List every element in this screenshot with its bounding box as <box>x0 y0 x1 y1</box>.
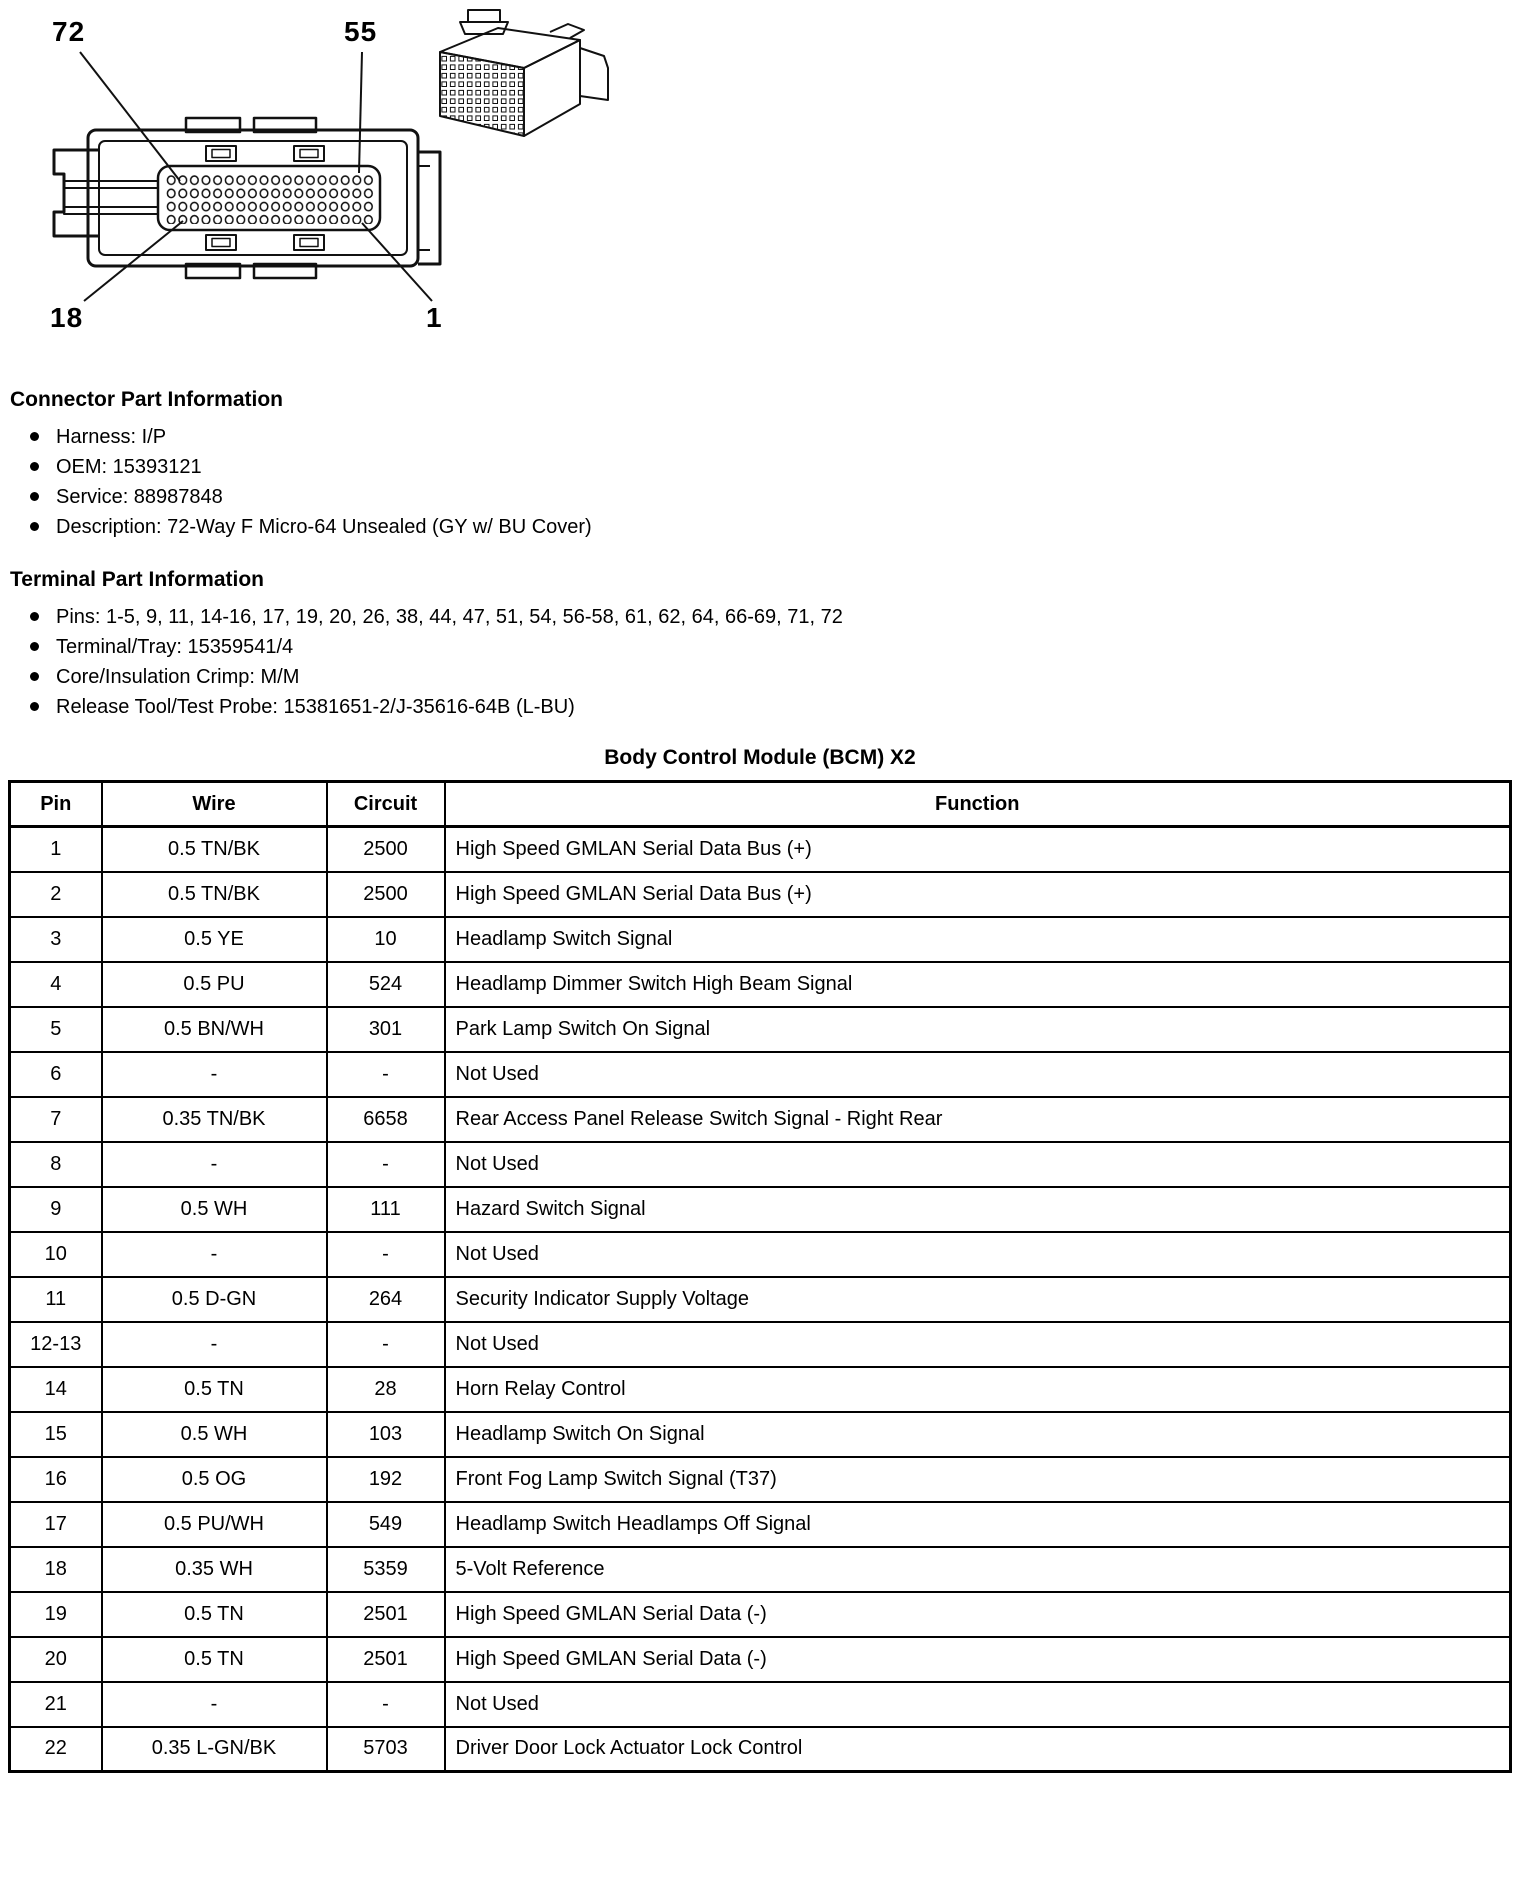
pinout-row <box>10 1187 1511 1232</box>
terminal-info-item: Pins: 1-5, 9, 11, 14-16, 17, 19, 20, 26, 38, 44, 47, 51, 54, 56-58, 61, 62, 64, 66-69, 71, 72 <box>30 602 1520 632</box>
pin-cell: 1 <box>10 827 102 872</box>
connector-info-item: Description: 72-Way F Micro-64 Unsealed (GY w/ BU Cover) <box>30 512 1520 542</box>
pinout-row <box>10 1502 1511 1547</box>
pinout-row <box>10 872 1511 917</box>
function-cell: Horn Relay Control <box>445 1367 1511 1412</box>
function-cell: Security Indicator Supply Voltage <box>445 1277 1511 1322</box>
function-cell: Headlamp Dimmer Switch High Beam Signal <box>445 962 1511 1007</box>
function-cell: Not Used <box>445 1142 1511 1187</box>
pinout-row <box>10 1412 1511 1457</box>
wire-cell: 0.5 TN/BK <box>102 827 327 872</box>
pin-cell: 21 <box>10 1682 102 1727</box>
function-cell: Hazard Switch Signal <box>445 1187 1511 1232</box>
pinout-table <box>8 780 1512 1773</box>
wire-cell: 0.5 PU <box>102 962 327 1007</box>
circuit-cell: 192 <box>327 1457 445 1502</box>
column-header-wire: Wire <box>102 782 327 827</box>
pin-cell: 5 <box>10 1007 102 1052</box>
connector-3d-view <box>440 10 608 136</box>
terminal-info-item: Release Tool/Test Probe: 15381651-2/J-35616-64B (L-BU) <box>30 692 1520 722</box>
column-header-pin: Pin <box>10 782 102 827</box>
wire-cell: - <box>102 1682 327 1727</box>
pinout-row <box>10 1637 1511 1682</box>
function-cell: Front Fog Lamp Switch Signal (T37) <box>445 1457 1511 1502</box>
wire-cell: 0.5 WH <box>102 1412 327 1457</box>
pin-cell: 16 <box>10 1457 102 1502</box>
function-cell: High Speed GMLAN Serial Data (-) <box>445 1592 1511 1637</box>
function-cell: Not Used <box>445 1322 1511 1367</box>
pinout-row <box>10 1457 1511 1502</box>
pin-cell: 20 <box>10 1637 102 1682</box>
pinout-row <box>10 1277 1511 1322</box>
circuit-cell: 10 <box>327 917 445 962</box>
pin-cell: 19 <box>10 1592 102 1637</box>
pin-cell: 3 <box>10 917 102 962</box>
function-cell: Headlamp Switch On Signal <box>445 1412 1511 1457</box>
connector-info-item: OEM: 15393121 <box>30 452 1520 482</box>
connector-diagram <box>0 0 1520 362</box>
circuit-cell: - <box>327 1052 445 1097</box>
function-cell: Not Used <box>445 1682 1511 1727</box>
function-cell: Headlamp Switch Headlamps Off Signal <box>445 1502 1511 1547</box>
function-cell: Not Used <box>445 1052 1511 1097</box>
function-cell: High Speed GMLAN Serial Data Bus (+) <box>445 827 1511 872</box>
wire-cell: 0.5 YE <box>102 917 327 962</box>
wire-cell: - <box>102 1052 327 1097</box>
circuit-cell: 524 <box>327 962 445 1007</box>
wire-cell: - <box>102 1142 327 1187</box>
wire-cell: 0.5 WH <box>102 1187 327 1232</box>
connector-drawing <box>0 0 660 358</box>
wire-cell: 0.35 WH <box>102 1547 327 1592</box>
connector-info-list <box>0 422 1520 542</box>
terminal-info-item: Terminal/Tray: 15359541/4 <box>30 632 1520 662</box>
pin-cell: 8 <box>10 1142 102 1187</box>
wire-cell: 0.5 D-GN <box>102 1277 327 1322</box>
wire-cell: 0.5 PU/WH <box>102 1502 327 1547</box>
circuit-cell: 103 <box>327 1412 445 1457</box>
wire-cell: 0.5 TN/BK <box>102 872 327 917</box>
pinout-row <box>10 1682 1511 1727</box>
wire-cell: 0.35 L-GN/BK <box>102 1727 327 1772</box>
terminal-info-heading: Terminal Part Information <box>10 568 264 591</box>
pin-cell: 14 <box>10 1367 102 1412</box>
circuit-cell: 549 <box>327 1502 445 1547</box>
pinout-row <box>10 1142 1511 1187</box>
pin-cell: 10 <box>10 1232 102 1277</box>
pinout-row <box>10 1727 1511 1772</box>
pin-cell: 22 <box>10 1727 102 1772</box>
column-header-function: Function <box>445 782 1511 827</box>
circuit-cell: 6658 <box>327 1097 445 1142</box>
callout-pin-72: 72 <box>52 16 86 47</box>
pin-cell: 11 <box>10 1277 102 1322</box>
wire-cell: 0.5 TN <box>102 1367 327 1412</box>
wire-cell: 0.5 TN <box>102 1592 327 1637</box>
circuit-cell: - <box>327 1232 445 1277</box>
pinout-row <box>10 962 1511 1007</box>
function-cell: Headlamp Switch Signal <box>445 917 1511 962</box>
pinout-row <box>10 827 1511 872</box>
circuit-cell: - <box>327 1142 445 1187</box>
table-body <box>10 827 1511 1772</box>
wire-cell: 0.35 TN/BK <box>102 1097 327 1142</box>
circuit-cell: 2500 <box>327 872 445 917</box>
pin-cell: 2 <box>10 872 102 917</box>
pin-cell: 18 <box>10 1547 102 1592</box>
pin-cell: 7 <box>10 1097 102 1142</box>
connector-info-item: Harness: I/P <box>30 422 1520 452</box>
circuit-cell: - <box>327 1682 445 1727</box>
circuit-cell: 2500 <box>327 827 445 872</box>
pin-cell: 4 <box>10 962 102 1007</box>
wire-cell: 0.5 OG <box>102 1457 327 1502</box>
function-cell: Rear Access Panel Release Switch Signal - Right Rear <box>445 1097 1511 1142</box>
terminal-info-list <box>0 602 1520 722</box>
pinout-row <box>10 1097 1511 1142</box>
table-title: Body Control Module (BCM) X2 <box>604 746 916 769</box>
pinout-row <box>10 1322 1511 1367</box>
pinout-row <box>10 1052 1511 1097</box>
pinout-row <box>10 1007 1511 1052</box>
wire-cell: 0.5 TN <box>102 1637 327 1682</box>
callout-pin-18: 18 <box>50 302 84 333</box>
circuit-cell: 2501 <box>327 1592 445 1637</box>
circuit-cell: 5703 <box>327 1727 445 1772</box>
connector-info-heading: Connector Part Information <box>10 388 284 411</box>
function-cell: Not Used <box>445 1232 1511 1277</box>
pin-cell: 15 <box>10 1412 102 1457</box>
terminal-info-item: Core/Insulation Crimp: M/M <box>30 662 1520 692</box>
connector-front-view <box>54 118 440 278</box>
callout-pin-1: 1 <box>426 302 443 333</box>
circuit-cell: - <box>327 1322 445 1367</box>
circuit-cell: 2501 <box>327 1637 445 1682</box>
connector-info-item: Service: 88987848 <box>30 482 1520 512</box>
function-cell: Driver Door Lock Actuator Lock Control <box>445 1727 1511 1772</box>
pinout-row <box>10 1547 1511 1592</box>
function-cell: High Speed GMLAN Serial Data Bus (+) <box>445 872 1511 917</box>
circuit-cell: 28 <box>327 1367 445 1412</box>
column-header-circuit: Circuit <box>327 782 445 827</box>
pin-cell: 12-13 <box>10 1322 102 1367</box>
pinout-row <box>10 917 1511 962</box>
table-header-row <box>10 782 1511 827</box>
wire-cell: 0.5 BN/WH <box>102 1007 327 1052</box>
pinout-row <box>10 1592 1511 1637</box>
wire-cell: - <box>102 1232 327 1277</box>
pinout-row <box>10 1367 1511 1412</box>
function-cell: 5-Volt Reference <box>445 1547 1511 1592</box>
circuit-cell: 111 <box>327 1187 445 1232</box>
wire-cell: - <box>102 1322 327 1367</box>
circuit-cell: 301 <box>327 1007 445 1052</box>
callout-pin-55: 55 <box>344 16 378 47</box>
circuit-cell: 264 <box>327 1277 445 1322</box>
circuit-cell: 5359 <box>327 1547 445 1592</box>
function-cell: Park Lamp Switch On Signal <box>445 1007 1511 1052</box>
function-cell: High Speed GMLAN Serial Data (-) <box>445 1637 1511 1682</box>
pin-cell: 6 <box>10 1052 102 1097</box>
pinout-row <box>10 1232 1511 1277</box>
pin-cell: 17 <box>10 1502 102 1547</box>
pin-cell: 9 <box>10 1187 102 1232</box>
